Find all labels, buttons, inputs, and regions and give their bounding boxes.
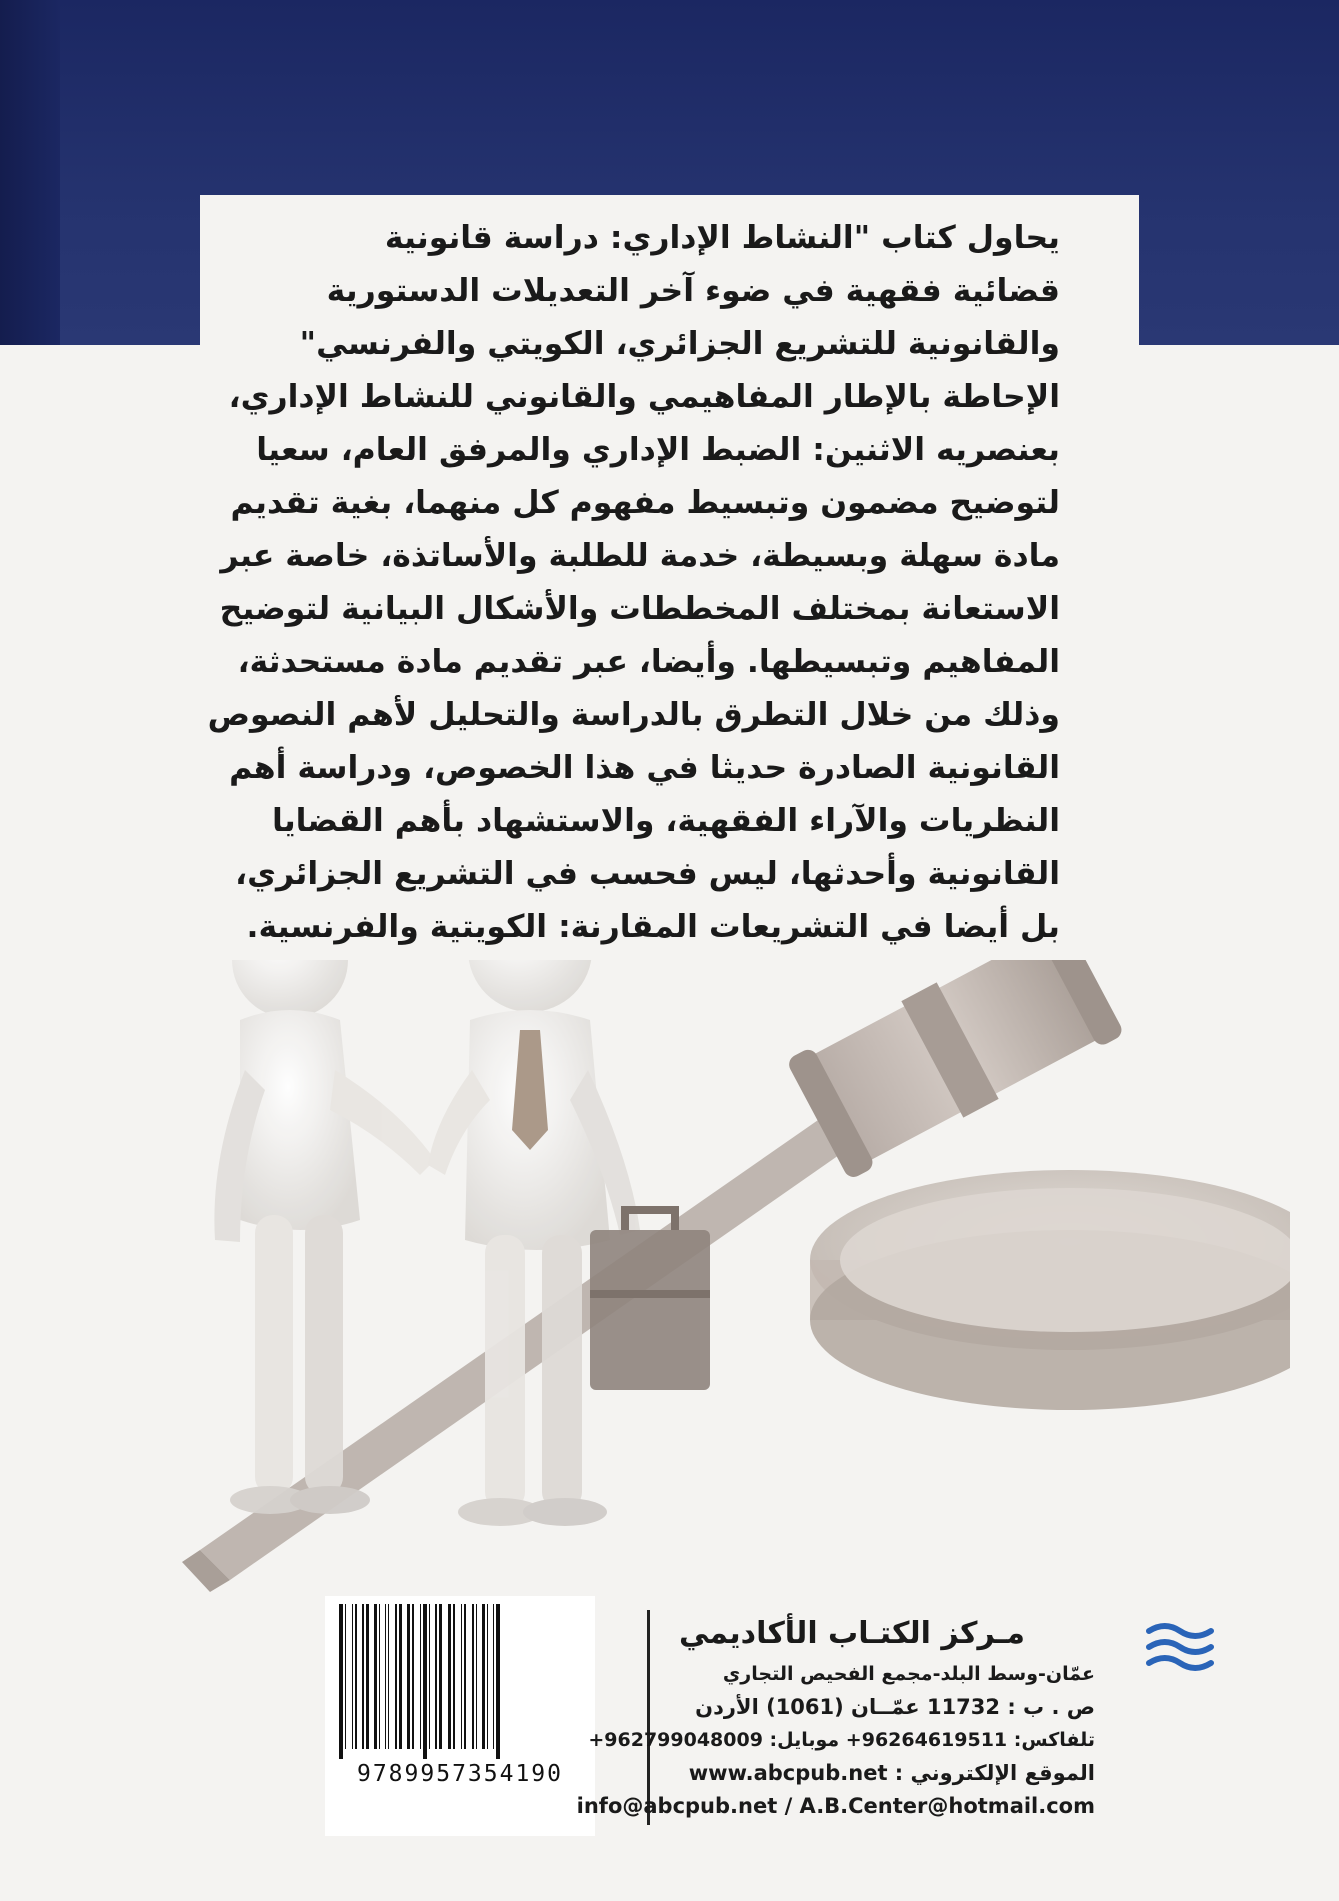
barcode-bar [487, 1604, 488, 1749]
barcode-bar [496, 1604, 498, 1759]
email-separator: / [784, 1794, 793, 1818]
barcode-bar [482, 1604, 485, 1749]
blurb-line: القانونية وأحدثها، ليس فحسب في التشريع الجزائري، [235, 856, 1060, 892]
barcode-bar [476, 1604, 477, 1749]
isbn-number: 9789957354190 [356, 1761, 563, 1787]
barcode-bar [399, 1604, 402, 1749]
email-info[interactable]: info@abcpub.net [576, 1794, 778, 1818]
barcode [325, 1596, 595, 1836]
barcode-bar [423, 1604, 425, 1759]
blurb-line: بل أيضا في التشريعات المقارنة: الكويتية والفرنسية. [246, 909, 1060, 945]
barcode-bar [407, 1604, 410, 1749]
barcode-bar [388, 1604, 389, 1749]
blurb-line: وذلك من خلال التطرق بالدراسة والتحليل لأهم النصوص [207, 697, 1060, 733]
barcode-bar [385, 1604, 386, 1749]
barcode-bar [425, 1604, 427, 1759]
barcode-bar [412, 1604, 414, 1749]
publisher-wave-logo-icon [1145, 1617, 1215, 1677]
blurb-line: النظريات والآراء الفقهية، والاستشهاد بأهم القضايا [272, 803, 1060, 839]
blurb-line: والقانونية للتشريع الجزائري، الكويتي والفرنسي" [299, 326, 1060, 362]
barcode-bar [339, 1604, 341, 1759]
publisher-phones: تلفاكس: 96264619511+ موبايل: 962799048009+ [588, 1729, 1095, 1751]
gavel-handshake-illustration [170, 960, 1290, 1600]
publisher-pobox: ص . ب : 11732 عمّــان (1061) الأردن [695, 1695, 1095, 1719]
barcode-bar [429, 1604, 430, 1749]
barcode-bar [345, 1604, 346, 1749]
barcode-bar [362, 1604, 364, 1749]
publisher-emails [576, 1790, 1095, 1823]
blurb-line: القانونية الصادرة حديثا في هذا الخصوص، ودراسة أهم [229, 750, 1060, 786]
barcode-bar [472, 1604, 474, 1749]
blurb-line: مادة سهلة وبسيطة، خدمة للطلبة والأساتذة، خاصة عبر [220, 538, 1060, 574]
barcode-bar [420, 1604, 421, 1749]
barcode-bar [448, 1604, 451, 1749]
barcode-bar [498, 1604, 500, 1759]
barcode-bar [374, 1604, 377, 1749]
blurb-line: يحاول كتاب "النشاط الإداري: دراسة قانونية [384, 220, 1060, 256]
spine-edge [0, 0, 60, 345]
blurb-text [200, 212, 1060, 954]
barcode-bar [379, 1604, 380, 1749]
barcode-bar [464, 1604, 466, 1749]
publisher-website-line [655, 1757, 1095, 1790]
publisher-info [576, 1612, 1095, 1823]
barcode-bar [453, 1604, 455, 1749]
blurb-line: الإحاطة بالإطار المفاهيمي والقانوني للنشاط الإداري، [228, 379, 1060, 415]
barcode-bar [435, 1604, 437, 1749]
website-link[interactable]: www.abcpub.net [688, 1761, 888, 1785]
blurb-line: قضائية فقهية في ضوء آخر التعديلات الدستورية [326, 273, 1060, 309]
barcode-bar [366, 1604, 369, 1749]
blurb-line: المفاهيم وتبسيطها. وأيضا، عبر تقديم مادة مستحدثة، [237, 644, 1060, 680]
blurb-line: الاستعانة بمختلف المخططات والأشكال البيانية لتوضيح [219, 591, 1060, 627]
publisher-address: عمّان-وسط البلد-مجمع الفحيص التجاري [722, 1663, 1095, 1685]
barcode-bar [493, 1604, 494, 1749]
barcode-bar [355, 1604, 357, 1749]
barcode-bar [341, 1604, 343, 1759]
blurb-line: لتوضيح مضمون وتبسيط مفهوم كل منهما، بغية تقديم [230, 485, 1060, 521]
barcode-bar [352, 1604, 353, 1749]
barcode-bars [325, 1596, 595, 1761]
publisher-name: مـركز الكتـاب الأكاديمي [678, 1616, 1025, 1651]
barcode-bar [395, 1604, 397, 1749]
blurb-line: بعنصريه الاثنين: الضبط الإداري والمرفق العام، سعيا [256, 432, 1060, 468]
email-center[interactable]: A.B.Center@hotmail.com [799, 1794, 1095, 1818]
barcode-bar [461, 1604, 462, 1749]
barcode-bar [439, 1604, 442, 1749]
website-label: الموقع الإلكتروني : [894, 1761, 1095, 1785]
